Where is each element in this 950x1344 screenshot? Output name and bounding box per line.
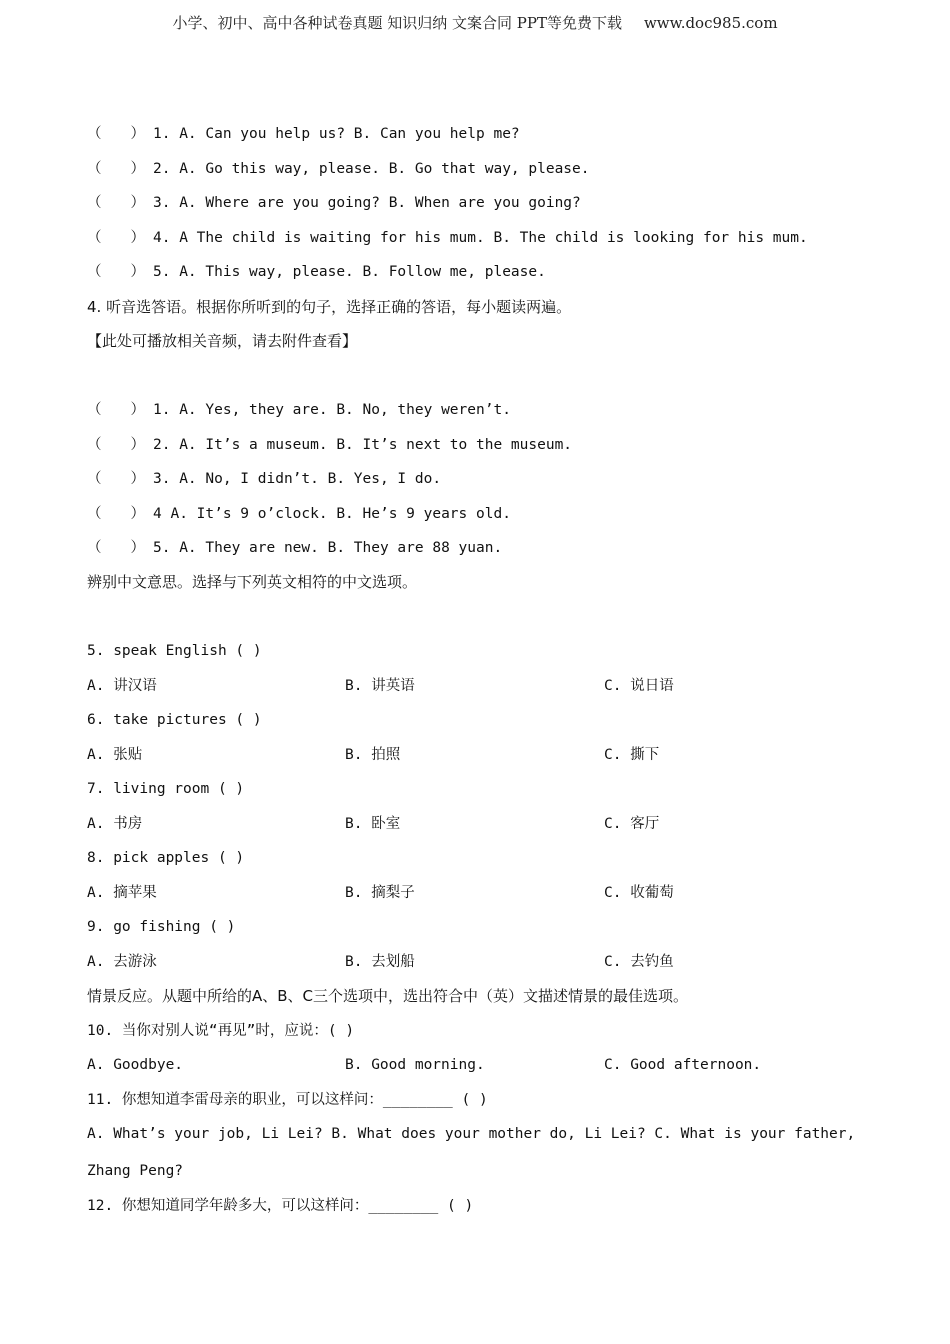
answer-paren: （ ）	[87, 471, 145, 487]
options-10	[87, 1055, 867, 1075]
answer-paren: （ ）	[87, 230, 145, 246]
options-5	[87, 676, 867, 696]
option-c: C. 撕下	[604, 747, 660, 763]
situation-section-title: 情景反应。从题中所给的A、B、C三个选项中，选出符合中（英）文描述情景的最佳选项。	[87, 987, 689, 1005]
option-b: B. 摘梨子	[345, 885, 415, 901]
s4-item-1	[87, 400, 511, 420]
s3-item-2	[87, 159, 590, 179]
answer-paren: （ ）	[87, 402, 145, 418]
question-7: 7. living room ( )	[87, 781, 245, 797]
s4-item-text: 4 A. It’s 9 o’clock. B. He’s 9 years old.	[153, 506, 511, 522]
answer-paren: （ ）	[87, 264, 145, 280]
question-10: 10. 当你对别人说“再见”时，应说：( )	[87, 1023, 355, 1039]
header-site-link[interactable]: www.doc985.com	[643, 14, 778, 32]
option-b: B. Good morning.	[345, 1057, 485, 1073]
page-header	[0, 12, 950, 33]
option-b: B. 拍照	[345, 747, 401, 763]
s3-item-1	[87, 124, 520, 144]
s4-item-3	[87, 469, 441, 489]
options-8	[87, 883, 867, 903]
option-a: A. 张贴	[87, 747, 143, 763]
options-9	[87, 952, 867, 972]
option-b: B. 讲英语	[345, 678, 415, 694]
option-a: A. Goodbye.	[87, 1057, 184, 1073]
answer-paren: （ ）	[87, 161, 145, 177]
answer-paren: （ ）	[87, 506, 145, 522]
s4-item-5	[87, 538, 502, 558]
audio-note[interactable]: 【此处可播放相关音频，请去附件查看】	[87, 332, 358, 350]
question-12: 12. 你想知道同学年龄多大，可以这样问：________ ( )	[87, 1198, 474, 1214]
options-11-line-2: Zhang Peng?	[87, 1163, 184, 1179]
question-6: 6. take pictures ( )	[87, 712, 262, 728]
option-c: C. Good afternoon.	[604, 1057, 762, 1073]
option-a: A. 讲汉语	[87, 678, 157, 694]
option-b: B. 卧室	[345, 816, 401, 832]
s4-item-4	[87, 504, 511, 524]
question-5: 5. speak English ( )	[87, 643, 262, 659]
answer-paren: （ ）	[87, 195, 145, 211]
meaning-section-title: 辨别中文意思。选择与下列英文相符的中文选项。	[87, 573, 418, 591]
answer-paren: （ ）	[87, 437, 145, 453]
s3-item-5	[87, 262, 546, 282]
options-11-line-1: A. What’s your job, Li Lei? B. What does your mother do, Li Lei? C. What is your father,	[87, 1126, 856, 1142]
s3-item-4	[87, 228, 808, 248]
option-c: C. 客厅	[604, 816, 660, 832]
s3-item-text: 4. A The child is waiting for his mum. B. The child is looking for his mum.	[153, 230, 808, 246]
option-a: A. 摘苹果	[87, 885, 157, 901]
section4-title: 4. 听音选答语。根据你所听到的句子，选择正确的答语，每小题读两遍。	[87, 298, 572, 316]
question-11: 11. 你想知道李雷母亲的职业，可以这样问：________ ( )	[87, 1092, 488, 1108]
s4-item-text: 3. A. No, I didn’t. B. Yes, I do.	[153, 471, 442, 487]
answer-paren: （ ）	[87, 126, 145, 142]
option-a: A. 书房	[87, 816, 143, 832]
options-7	[87, 814, 867, 834]
s4-item-2	[87, 435, 572, 455]
option-a: A. 去游泳	[87, 954, 157, 970]
options-6	[87, 745, 867, 765]
question-9: 9. go fishing ( )	[87, 919, 236, 935]
s4-item-text: 1. A. Yes, they are. B. No, they weren’t.	[153, 402, 511, 418]
option-c: C. 去钓鱼	[604, 954, 674, 970]
option-c: C. 收葡萄	[604, 885, 674, 901]
s3-item-text: 1. A. Can you help us? B. Can you help me?	[153, 126, 520, 142]
header-title: 小学、初中、高中各种试卷真题 知识归纳 文案合同 PPT等免费下载	[172, 14, 622, 32]
s3-item-text: 5. A. This way, please. B. Follow me, please.	[153, 264, 546, 280]
question-8: 8. pick apples ( )	[87, 850, 245, 866]
option-b: B. 去划船	[345, 954, 415, 970]
option-c: C. 说日语	[604, 678, 674, 694]
s4-item-text: 2. A. It’s a museum. B. It’s next to the museum.	[153, 437, 573, 453]
answer-paren: （ ）	[87, 540, 145, 556]
s3-item-text: 3. A. Where are you going? B. When are you going?	[153, 195, 581, 211]
s4-item-text: 5. A. They are new. B. They are 88 yuan.	[153, 540, 503, 556]
s3-item-text: 2. A. Go this way, please. B. Go that way, please.	[153, 161, 590, 177]
s3-item-3	[87, 193, 581, 213]
